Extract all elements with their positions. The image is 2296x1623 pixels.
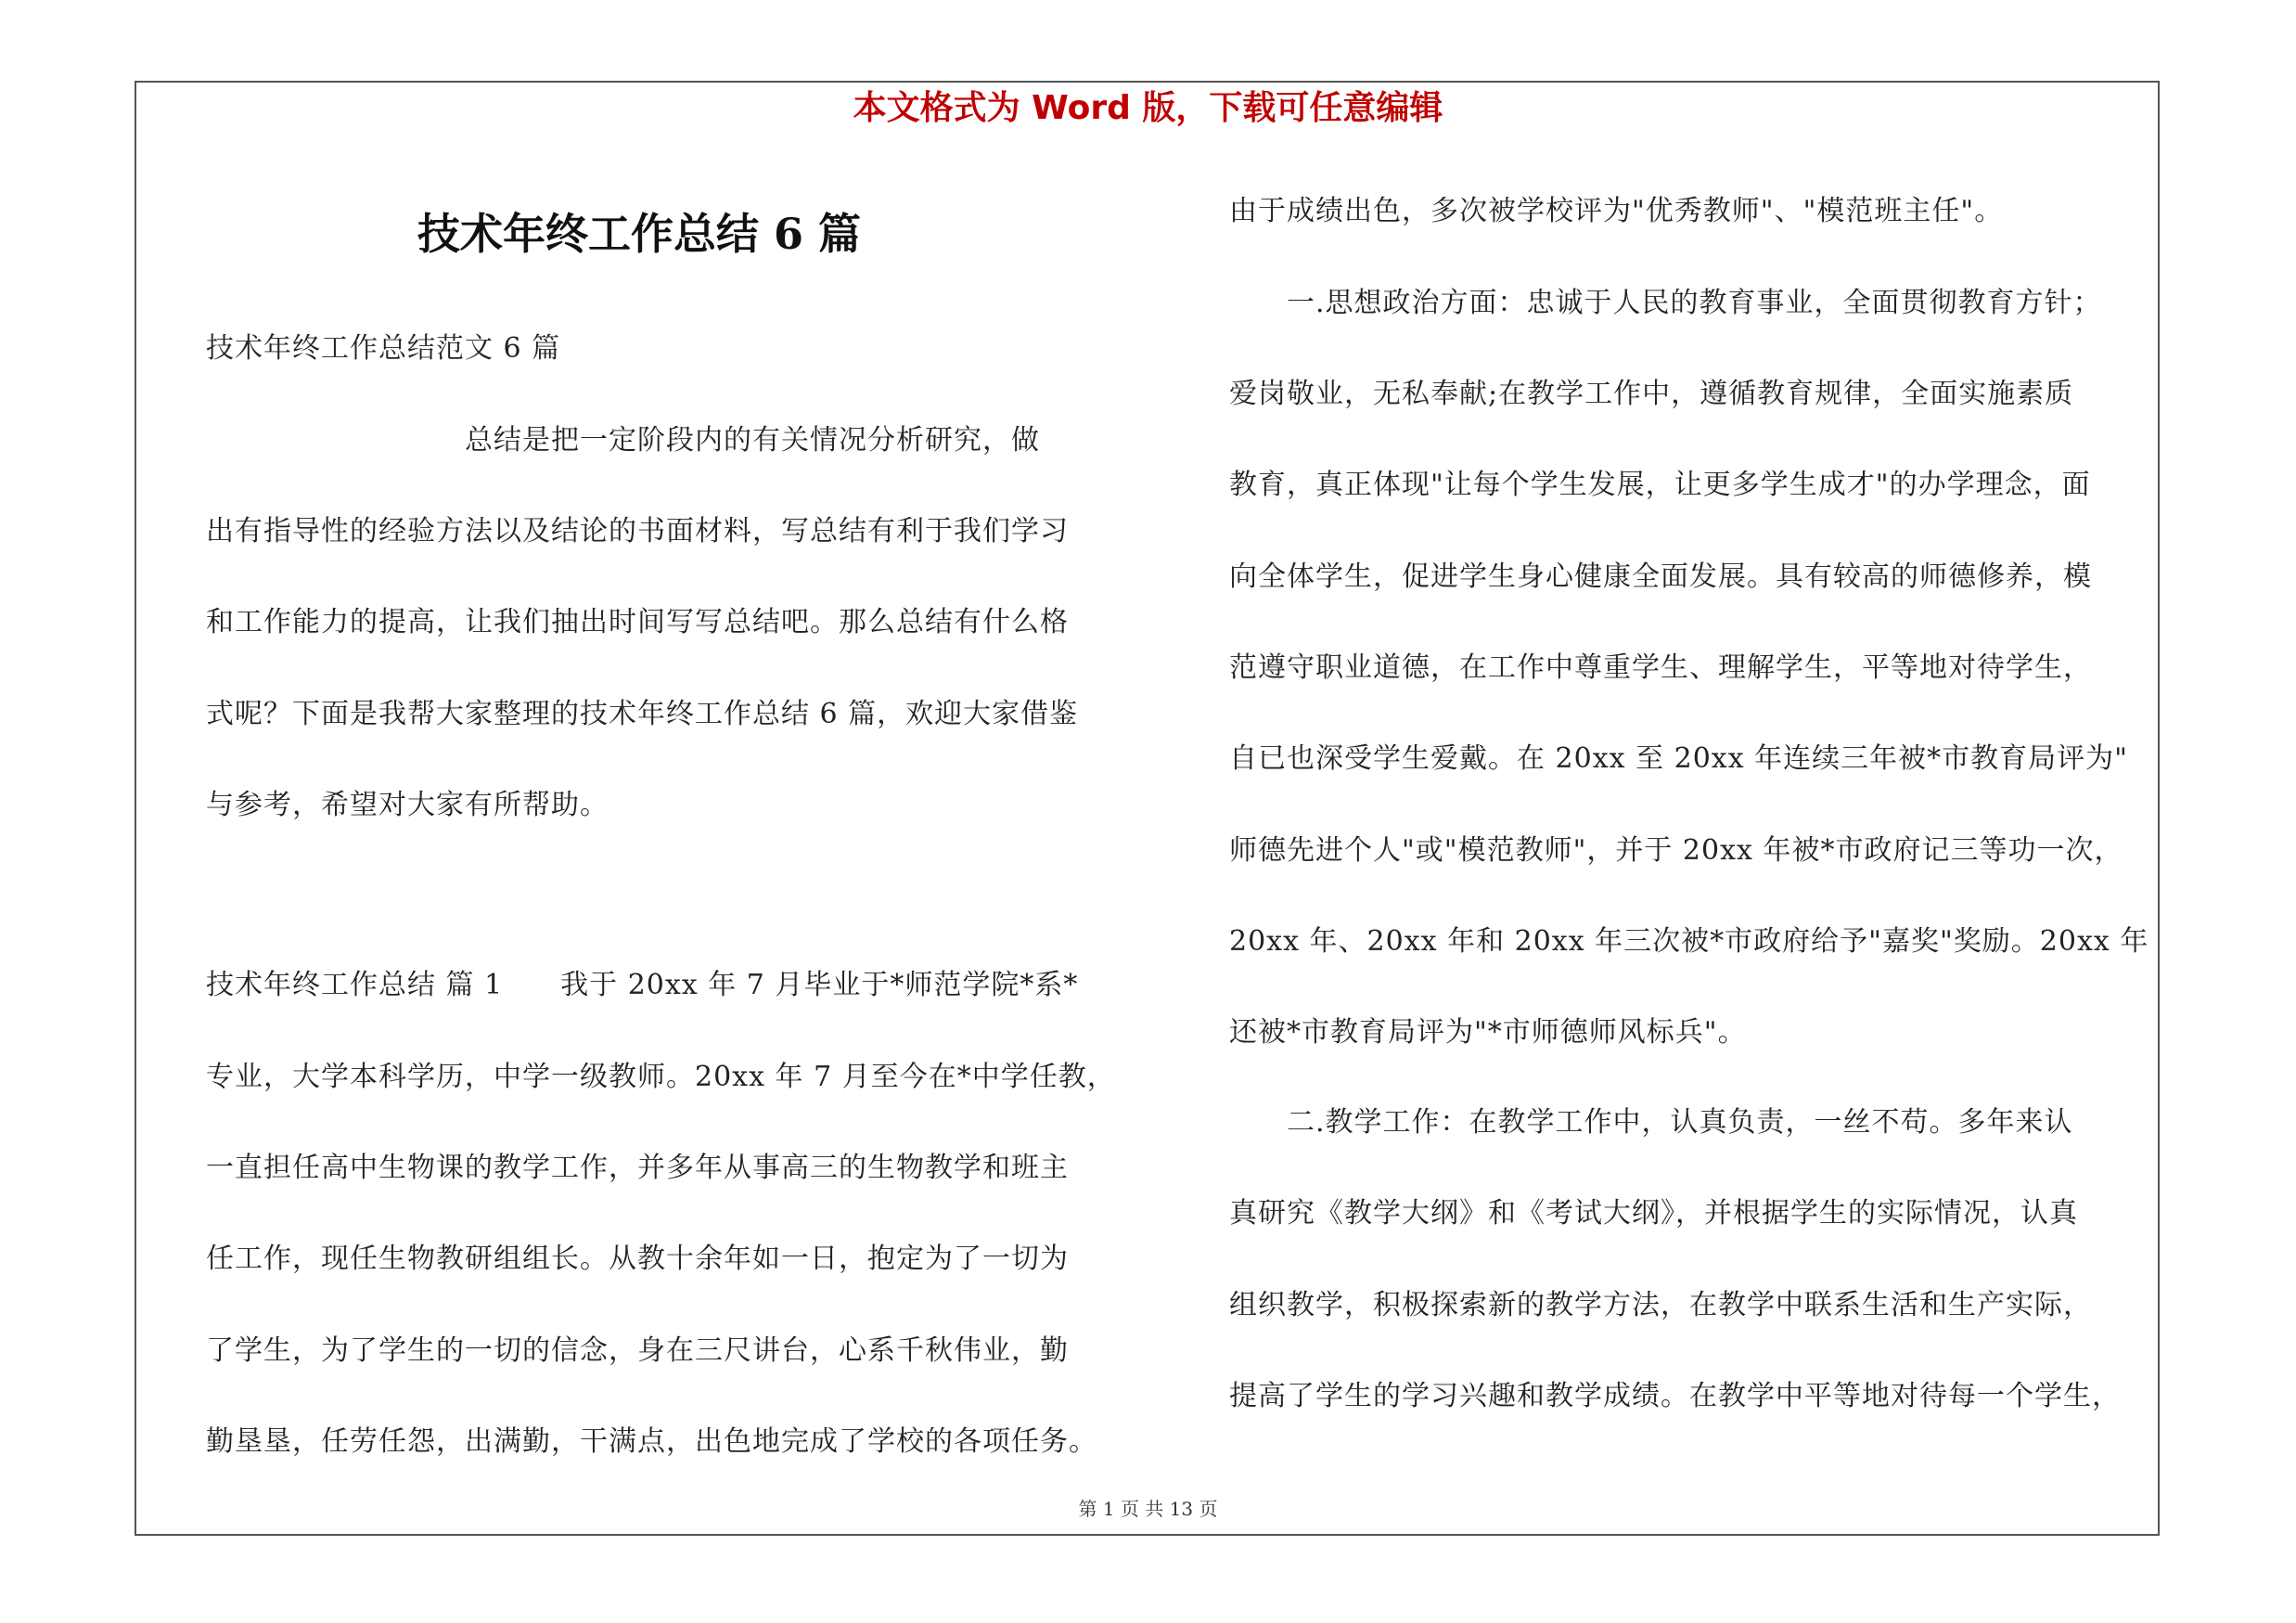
right-line: 二.教学工作：在教学工作中，认真负责，一丝不苟。多年来认 xyxy=(1229,1106,2073,1139)
right-line: 教育，真正体现"让每个学生发展，让更多学生成才"的办学理念，面 xyxy=(1229,469,2091,501)
page-number-footer: 第 1 页 共 13 页 xyxy=(1078,1498,1218,1520)
right-line: 一.思想政治方面：忠诚于人民的教育事业，全面贯彻教育方针； xyxy=(1229,287,2102,319)
right-line: 还被*市教育局评为"*市师德师风标兵"。 xyxy=(1229,1016,1747,1049)
right-line: 组织教学，积极探索新的教学方法，在教学中联系生活和生产实际， xyxy=(1229,1289,2092,1321)
left-line: 了学生，为了学生的一切的信念，身在三尺讲台，心系千秋伟业，勤 xyxy=(206,1334,1069,1367)
left-line: 技术年终工作总结 篇 1 我于 20xx 年 7 月毕业于*师范学院*系* xyxy=(206,969,1079,1001)
left-line: 勤垦垦，任劳任怨，出满勤，干满点，出色地完成了学校的各项任务。 xyxy=(206,1425,1097,1458)
left-line: 总结是把一定阶段内的有关情况分析研究，做 xyxy=(206,424,1040,457)
right-line: 20xx 年、20xx 年和 20xx 年三次被*市政府给予"嘉奖"奖励。20xx 年 xyxy=(1229,925,2149,958)
right-line: 提高了学生的学习兴趣和教学成绩。在教学中平等地对待每一个学生， xyxy=(1229,1380,2121,1412)
left-line: 技术年终工作总结范文 6 篇 xyxy=(206,332,561,365)
format-banner: 本文格式为 Word 版，下载可任意编辑 xyxy=(853,89,1443,127)
right-line: 爱岗敬业，无私奉献;在教学工作中，遵循教育规律，全面实施素质 xyxy=(1229,378,2074,410)
left-line: 和工作能力的提高，让我们抽出时间写写总结吧。那么总结有什么格 xyxy=(206,606,1069,638)
left-line: 一直担任高中生物课的教学工作，并多年从事高三的生物教学和班主 xyxy=(206,1152,1069,1184)
right-line: 向全体学生，促进学生身心健康全面发展。具有较高的师德修养，模 xyxy=(1229,560,2092,593)
right-line: 师德先进个人"或"模范教师"，并于 20xx 年被*市政府记三等功一次， xyxy=(1229,834,2123,867)
right-line: 由于成绩出色，多次被学校评为"优秀教师"、"模范班主任"。 xyxy=(1229,195,2004,227)
document-title: 技术年终工作总结 6 篇 xyxy=(417,209,862,259)
left-line: 出有指导性的经验方法以及结论的书面材料，写总结有利于我们学习 xyxy=(206,515,1069,547)
right-line: 真研究《教学大纲》和《考试大纲》，并根据学生的实际情况，认真 xyxy=(1229,1197,2078,1230)
left-line: 与参考，希望对大家有所帮助。 xyxy=(206,789,609,821)
right-line: 范遵守职业道德，在工作中尊重学生、理解学生，平等地对待学生， xyxy=(1229,651,2092,684)
left-line: 专业，大学本科学历，中学一级教师。20xx 年 7 月至今在*中学任教， xyxy=(206,1061,1116,1093)
left-line: 任工作，现任生物教研组组长。从教十余年如一日，抱定为了一切为 xyxy=(206,1243,1069,1275)
right-line: 自已也深受学生爱戴。在 20xx 至 20xx 年连续三年被*市教育局评为" xyxy=(1229,742,2128,775)
left-line: 式呢？下面是我帮大家整理的技术年终工作总结 6 篇，欢迎大家借鉴 xyxy=(206,698,1079,730)
